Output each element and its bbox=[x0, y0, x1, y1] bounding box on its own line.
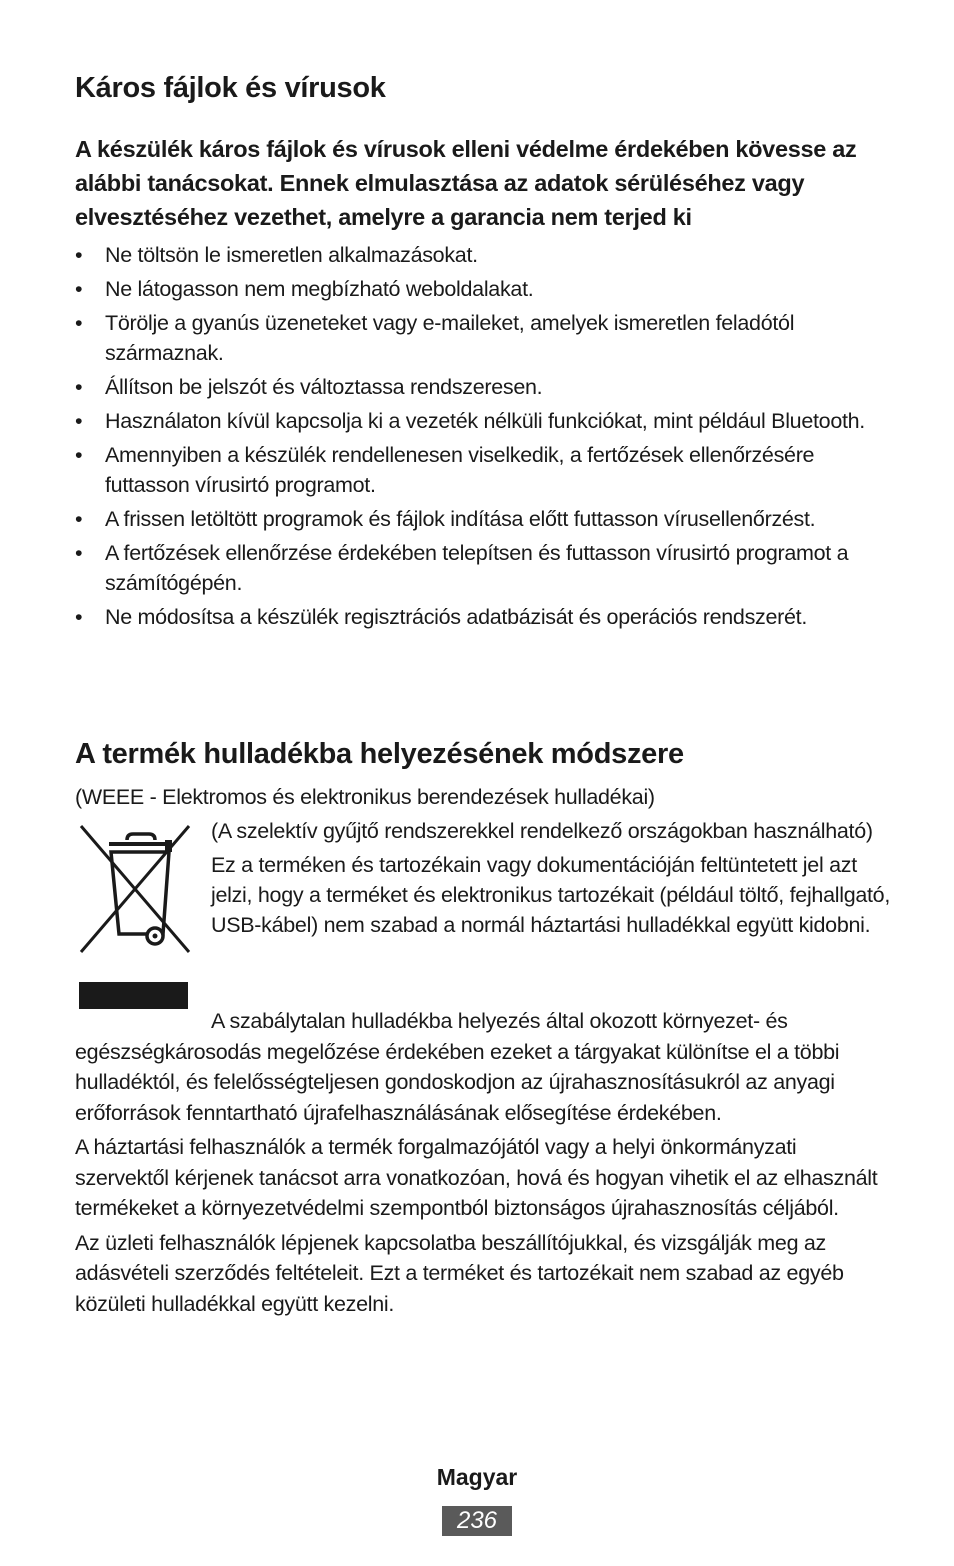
paragraph: Ez a terméken és tartozékain vagy dokumentációján feltüntetett jel azt jelzi, hogy a terméket és elektronikus tartozékait (például töltő, fejhallgató, USB-kábel) nem szabad a normál háztartási hulladékkal együtt kidobni. bbox=[211, 853, 891, 937]
paragraph: Az üzleti felhasználók lépjenek kapcsolatba beszállítójukkal, és vizsgálják meg az adásvételi szerződés feltételeit. Ezt a terméket és tartozékait nem szabad az egyéb közületi hulladékkal együtt kezelni. bbox=[75, 1230, 844, 1316]
list-item bbox=[75, 308, 890, 368]
bullet-icon: • bbox=[75, 541, 83, 565]
bullet-icon: • bbox=[75, 277, 83, 301]
list-item bbox=[75, 274, 890, 304]
bullet-icon: • bbox=[75, 243, 83, 267]
list-item-text: Ne módosítsa a készülék regisztrációs adatbázisát és operációs rendszerét. bbox=[105, 605, 807, 629]
bullet-icon: • bbox=[75, 443, 83, 467]
bullet-icon: • bbox=[75, 311, 83, 335]
list-item-text: Amennyiben a készülék rendellenesen viselkedik, a fertőzések ellenőrzésére futtasson vírusirtó programot. bbox=[105, 443, 815, 497]
bullet-icon: • bbox=[75, 409, 83, 433]
list-item-text: Állítson be jelszót és változtassa rendszeresen. bbox=[105, 375, 543, 399]
paragraph: A háztartási felhasználók a termék forgalmazójától vagy a helyi önkormányzati szervektől kérjenek tanácsot arra vonatkozóan, hová és hogyan vihetik el az elhasznált termékeket a környezetvédelmi szempontból biztonságos újrahasznosítás céljából. bbox=[75, 1135, 878, 1220]
paragraph: (A szelektív gyűjtő rendszerekkel rendelkező országokban használható) bbox=[211, 819, 873, 843]
list-item bbox=[75, 440, 890, 500]
weee-marking-bar bbox=[79, 982, 188, 1009]
bullet-icon: • bbox=[75, 507, 83, 531]
list-item-text: A fertőzések ellenőrzése érdekében telepítsen és futtasson vírusirtó programot a számítógépén. bbox=[105, 541, 849, 595]
section-title-harmful-files: Káros fájlok és vírusok bbox=[75, 72, 386, 104]
section-title-disposal: A termék hulladékba helyezésének módszere bbox=[75, 738, 684, 770]
bullet-icon: • bbox=[75, 605, 83, 629]
weee-subtitle: (WEEE - Elektromos és elektronikus berendezések hulladékai) bbox=[75, 785, 655, 809]
list-item-text: Ne látogasson nem megbízható weboldalakat. bbox=[105, 277, 534, 301]
list-item-text: Ne töltsön le ismeretlen alkalmazásokat. bbox=[105, 243, 478, 267]
paragraph: A szabálytalan hulladékba helyezés által okozott környezet- és egészségkárosodás megelőzése érdekében ezeket a tárgyakat különítse el a többi hulladéktól, és felelősségteljesen gondoskodjon az újrahasznosításukról az anyagi erőforrások fenntartható újrafelhasználásának elősegítése érdekében. bbox=[75, 1009, 840, 1125]
list-item bbox=[75, 406, 890, 436]
list-item bbox=[75, 372, 890, 402]
list-item-text: Törölje a gyanús üzeneteket vagy e-maileket, amelyek ismeretlen feladótól származnak. bbox=[105, 311, 795, 365]
list-item-text: Használaton kívül kapcsolja ki a vezeték nélküli funkciókat, mint például Bluetooth. bbox=[105, 409, 865, 433]
crossed-out-wheelie-bin-icon bbox=[77, 822, 191, 956]
list-item bbox=[75, 538, 890, 598]
section-intro: A készülék káros fájlok és vírusok elleni védelme érdekében kövesse az alábbi tanácsokat. Ennek elmulasztása az adatok sérüléséhez vagy elvesztéséhez vezethet, amelyre a garancia nem terjed ki bbox=[75, 136, 857, 230]
list-item bbox=[75, 602, 890, 632]
list-item bbox=[75, 504, 890, 534]
weee-side-text bbox=[211, 816, 891, 944]
page-number: 236 bbox=[442, 1506, 512, 1536]
footer-language: Magyar bbox=[436, 1464, 518, 1490]
advice-list bbox=[75, 240, 890, 636]
list-item bbox=[75, 240, 890, 270]
bullet-icon: • bbox=[75, 375, 83, 399]
disposal-body-text bbox=[75, 1006, 890, 1323]
list-item-text: A frissen letöltött programok és fájlok indítása előtt futtasson vírusellenőrzést. bbox=[105, 507, 816, 531]
